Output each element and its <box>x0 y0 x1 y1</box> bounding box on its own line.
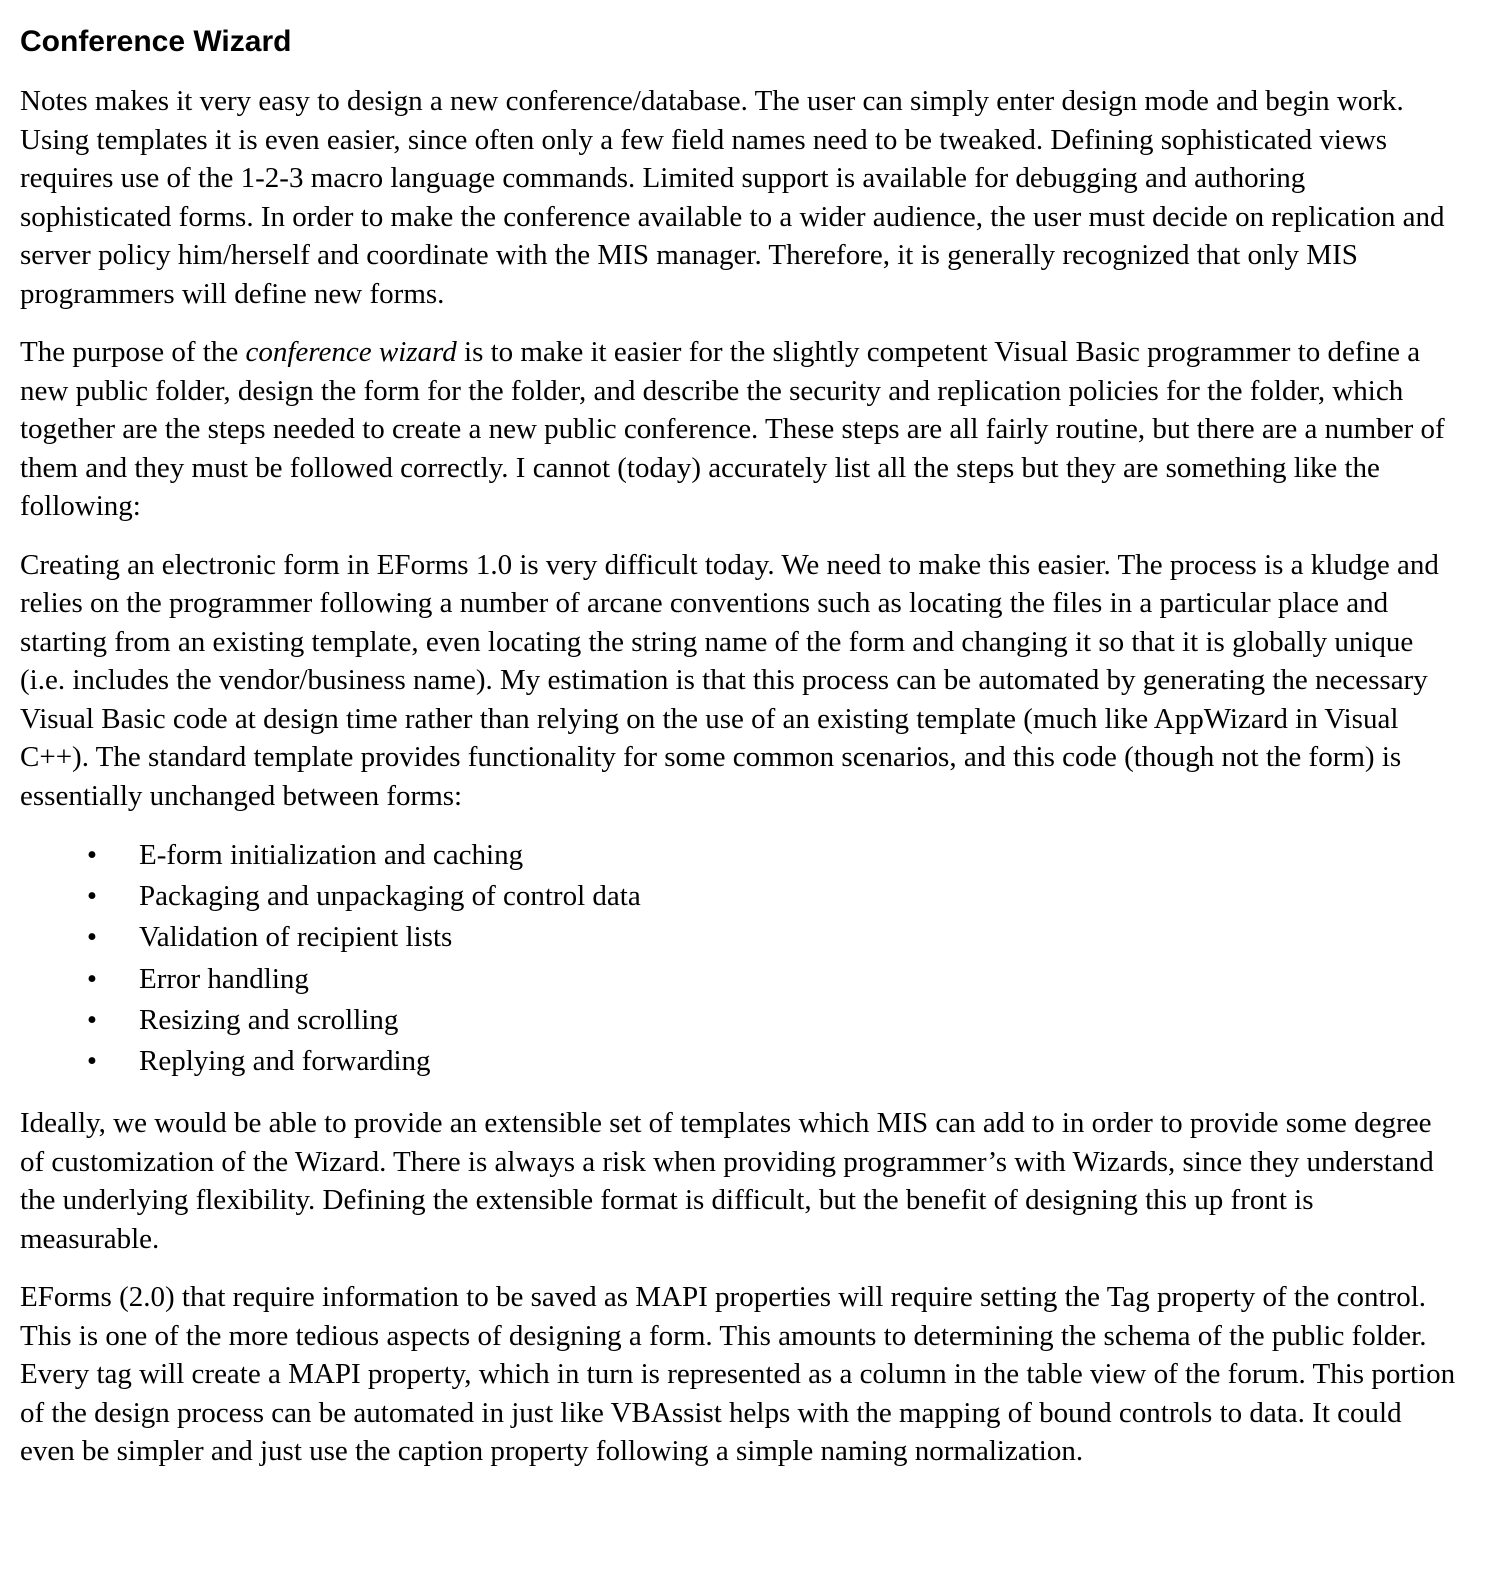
list-item <box>20 835 1460 876</box>
paragraph-wizard-purpose-rest: is to make it easier for the slightly competent Visual Basic programmer to define a new public folder, design the form for the folder, and describe the security and replication policies for the folder, which together are the steps needed to create a new public conference. These steps are all fairly routine, but there are a number of them and they must be followed correctly. I cannot (today) accurately list all the steps but they are something like the following: <box>20 336 1445 522</box>
bullet-icon: • <box>86 839 98 871</box>
document-page <box>20 22 1460 1491</box>
list-item-text: Packaging and unpackaging of control data <box>139 880 641 913</box>
conference-wizard-emphasis: conference wizard <box>245 336 457 368</box>
document-heading: Conference Wizard <box>20 25 292 58</box>
functionality-bullet-list <box>20 835 1460 1082</box>
bullet-icon: • <box>86 1045 98 1078</box>
paragraph-eforms-creation: Creating an electronic form in EForms 1.0 is very difficult today. We need to make this easier. The process is a kludge and relies on the programmer following a number of arcane conventions such as locating the files in a particular place and starting from an existing template, even locating the string name of the form and changing it so that it is globally unique (i.e. includes the vendor/business name). My estimation is that this process can be automated by generating the necessary Visual Basic code at design time rather than relying on the use of an existing template (much like AppWizard in Visual C++). The standard template provides functionality for some common scenarios, and this code (though not the form) is essentially unchanged between forms: <box>20 548 1439 812</box>
list-item <box>20 917 1460 958</box>
list-item <box>20 1041 1460 1082</box>
bullet-icon: • <box>86 921 98 954</box>
paragraph-mapi-properties: EForms (2.0) that require information to be saved as MAPI properties will require setting the Tag property of the control. This is one of the more tedious aspects of designing a form. This amounts to determining the schema of the public folder. Every tag will create a MAPI property, which in turn is represented as a column in the table view of the forum. This portion of the design process can be automated in just like VBAssist helps with the mapping of bound controls to data. It could even be simpler and just use the caption property following a simple naming normalization. <box>20 1281 1456 1468</box>
list-item <box>20 959 1460 1000</box>
paragraph-wizard-purpose-lead: The purpose of the <box>20 336 246 368</box>
list-item <box>20 1000 1460 1041</box>
list-item-text: Validation of recipient lists <box>139 921 453 954</box>
list-item <box>20 876 1460 917</box>
bullet-icon: • <box>86 1003 98 1036</box>
list-item-text: Replying and forwarding <box>139 1045 431 1078</box>
paragraph-wizard-purpose <box>20 333 1460 526</box>
bullet-icon: • <box>86 962 98 995</box>
list-item-text: E-form initialization and caching <box>139 839 524 871</box>
list-item-text: Error handling <box>139 962 309 995</box>
bullet-icon: • <box>86 880 98 913</box>
paragraph-extensible-templates: Ideally, we would be able to provide an extensible set of templates which MIS can add to in order to provide some degree of customization of the Wizard. There is always a risk when providing programmer’s with Wizards, since they understand the underlying flexibility. Defining the extensible format is difficult, but the benefit of designing this up front is measurable. <box>20 1107 1434 1255</box>
list-item-text: Resizing and scrolling <box>139 1003 399 1036</box>
paragraph-notes-design: Notes makes it very easy to design a new conference/database. The user can simply enter design mode and begin work. Using templates it is even easier, since often only a few field names need to be tweaked. Defining sophisticated views requires use of the 1-2-3 macro language commands. Limited support is available for debugging and authoring sophisticated forms. In order to make the conference available to a wider audience, the user must decide on replication and server policy him/herself and coordinate with the MIS manager. Therefore, it is generally recognized that only MIS programmers will define new forms. <box>20 85 1445 310</box>
